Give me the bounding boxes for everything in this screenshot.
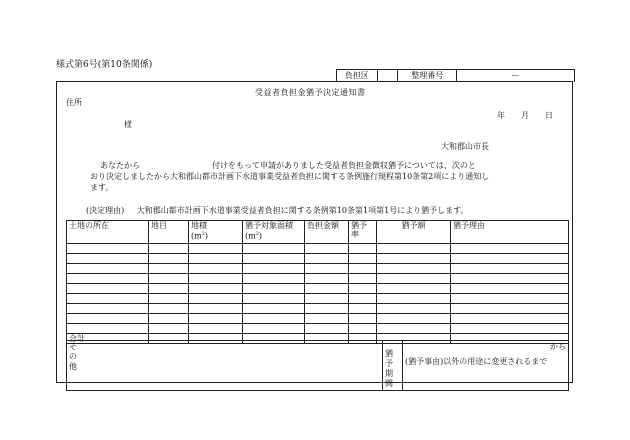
address-label: 住所 <box>66 98 82 107</box>
body-line-1: あなたから 付けをもって申請がありました受益者負担金徴収猶予については、次のと <box>100 161 476 170</box>
col-deferral-amount: 猶予額 <box>377 221 451 244</box>
deferral-period-value[interactable] <box>403 341 569 391</box>
decision-reason-label: (決定理由) <box>86 206 125 215</box>
col-deferral-area: 猶予対象面積 $(m^2)$ <box>243 221 305 244</box>
total-label: 合計 <box>67 334 149 344</box>
table-row[interactable] <box>67 284 569 294</box>
other-table <box>66 340 569 391</box>
table-row[interactable] <box>67 244 569 254</box>
body-line-2: おり決定しましたから大和郡山都市計画下水道事業受益者負担に関する条例施行規程第10条第2項により通知し <box>90 172 490 181</box>
issuer: 大和郡山市長 <box>441 142 489 151</box>
reg-number-value[interactable]: ー <box>511 71 520 80</box>
body-text <box>90 160 489 193</box>
period-from: から <box>550 342 566 351</box>
col-burden-amount: 負担金額 <box>305 221 349 244</box>
deferral-period-label: 猶予 期間 <box>383 341 403 391</box>
decision-reason-text: 大和郡山都市計画下水道事業受益者負担に関する条例第10条第1項第1号により猶予します。 <box>136 206 469 215</box>
table-row[interactable] <box>67 314 569 324</box>
period-text: (猶予事由)以外の用途に変更されるまで <box>405 357 548 366</box>
table-header-row <box>67 221 569 244</box>
form-id: 様式第6号(第10条関係) <box>56 60 153 70</box>
table-row[interactable] <box>67 304 569 314</box>
col-deferral-rate: 猶予率 <box>349 221 377 244</box>
land-table <box>66 220 569 344</box>
other-field[interactable]: そ の 他 <box>67 341 383 391</box>
body-line-3: ます。 <box>90 183 114 192</box>
decision-reason <box>86 205 469 216</box>
col-location: 土地の所在 <box>67 221 149 244</box>
table-row[interactable] <box>67 294 569 304</box>
col-deferral-reason: 猶予理由 <box>451 221 569 244</box>
reg-number-label: 整理番号 <box>398 70 457 82</box>
table-row[interactable] <box>67 274 569 284</box>
table-row[interactable] <box>67 324 569 334</box>
form-title: 受益者負担金猶予決定通知書 <box>255 88 366 97</box>
table-row[interactable] <box>67 254 569 264</box>
date-label: 年 月 日 <box>497 111 553 120</box>
honorific: 様 <box>124 120 132 129</box>
col-area: 地積 $(m^2)$ <box>189 221 243 244</box>
col-land-category: 地目 <box>149 221 189 244</box>
table-row[interactable] <box>67 264 569 274</box>
burden-area-label: 負担区 <box>337 70 378 82</box>
